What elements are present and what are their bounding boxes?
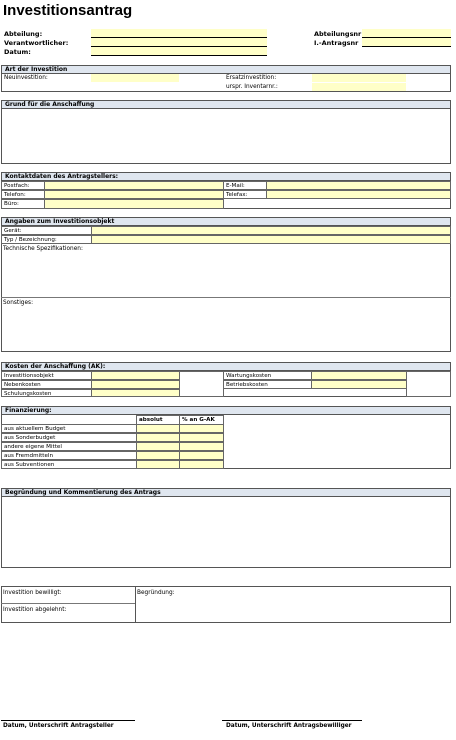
postfach-label: Postfach: — [1, 181, 45, 190]
nebenkosten-label: Nebenkosten — [1, 380, 92, 389]
buero-label: Büro: — [1, 199, 45, 209]
begruendung-header: Begründung und Kommentierung des Antrags — [2, 489, 450, 497]
typ-label: Typ / Bezeichnung: — [1, 235, 92, 244]
betriebskosten-field[interactable] — [311, 380, 407, 389]
kosten-header: Kosten der Anschaffung (AK): — [2, 363, 450, 371]
neuinvestition-label: Neuinvestition: — [4, 75, 48, 81]
buero-field[interactable] — [44, 199, 224, 209]
telefon-field[interactable] — [44, 190, 224, 199]
spezifikationen-area[interactable] — [2, 253, 450, 297]
fin-absolut-field[interactable] — [136, 451, 180, 460]
nebenkosten-field[interactable] — [91, 380, 180, 389]
wartungskosten-label: Wartungskosten — [223, 371, 312, 380]
email-label: E-Mail: — [223, 181, 267, 190]
objekt-header: Angaben zum Investitionsobjekt — [2, 218, 450, 226]
inventarnr-field[interactable] — [312, 83, 406, 91]
wartungskosten-field[interactable] — [311, 371, 407, 380]
fin-absolut-field[interactable] — [136, 424, 180, 433]
fin-row-label: aus Sonderbudget — [1, 433, 137, 442]
fin-absolut-field[interactable] — [136, 433, 180, 442]
schulungskosten-label: Schulungskosten — [1, 389, 92, 397]
fin-prozent-field[interactable] — [179, 433, 224, 442]
sonstiges-area[interactable] — [2, 307, 450, 351]
telefax-field[interactable] — [266, 190, 451, 199]
fin-prozent-field[interactable] — [179, 442, 224, 451]
postfach-field[interactable] — [44, 181, 224, 190]
telefon-label: Telefon: — [1, 190, 45, 199]
kosten-investitionsobjekt-label: Investitionsobjekt — [1, 371, 92, 380]
kontakt-header: Kontaktdaten des Antragstellers: — [2, 173, 450, 181]
geraet-label: Gerät: — [1, 226, 92, 235]
begruendung-section[interactable] — [1, 488, 451, 568]
fin-absolut-field[interactable] — [136, 460, 180, 469]
abteilungsnr-field[interactable] — [362, 29, 451, 38]
telefax-label: Telefax: — [223, 190, 267, 199]
fin-row-label: aus Subventionen — [1, 460, 137, 469]
schulungskosten-field[interactable] — [91, 389, 180, 397]
fin-row-label: andere eigene Mittel — [1, 442, 137, 451]
sonstiges-label: Sonstiges: — [3, 300, 34, 306]
typ-field[interactable] — [91, 235, 451, 244]
kosten-spacer — [179, 371, 224, 397]
ersatzinvestition-label: Ersatzinvestition: — [226, 75, 277, 81]
verantwortlicher-field[interactable] — [91, 38, 267, 47]
fin-prozent-field[interactable] — [179, 424, 224, 433]
abteilung-label: Abteilung: — [4, 30, 43, 38]
kosten-investitionsobjekt-field[interactable] — [91, 371, 180, 380]
entscheidung-begruendung-box[interactable] — [135, 586, 451, 623]
fin-absolut-field[interactable] — [136, 442, 180, 451]
datum-label: Datum: — [4, 48, 31, 56]
fin-row-label: aus Fremdmitteln — [1, 451, 137, 460]
fin-row-label: aus aktuellem Budget — [1, 424, 137, 433]
spezifikationen-label: Technische Spezifikationen: — [3, 246, 83, 252]
betriebskosten-label: Betriebskosten — [223, 380, 312, 389]
art-header: Art der Investition — [2, 66, 450, 74]
i-antragsnr-field[interactable] — [362, 38, 451, 47]
ersatzinvestition-field[interactable] — [312, 74, 406, 82]
datum-field[interactable] — [91, 47, 267, 56]
col-absolut: absolut — [136, 415, 180, 425]
fin-prozent-field[interactable] — [179, 451, 224, 460]
grund-header: Grund für die Anschaffung — [2, 101, 450, 109]
fin-prozent-field[interactable] — [179, 460, 224, 469]
signature-line-left — [1, 720, 135, 721]
page-title: Investitionsantrag — [3, 2, 133, 19]
inventarnr-label: urspr. Inventarnr.: — [226, 84, 278, 90]
finanzierung-header: Finanzierung: — [2, 407, 450, 415]
signature-label-right: Datum, Unterschrift Antragsbewilliger — [226, 723, 352, 729]
geraet-field[interactable] — [91, 226, 451, 235]
divider — [1, 603, 136, 604]
i-antragsnr-label: I.-Antragsnr — [314, 39, 359, 47]
bewilligt-label: Investition bewilligt: — [3, 590, 62, 596]
abgelehnt-label: Investition abgelehnt: — [3, 607, 67, 613]
col-prozent: % an G-AK — [179, 415, 224, 425]
entscheidung-begruendung-label: Begründung: — [137, 590, 175, 596]
email-field[interactable] — [266, 181, 451, 190]
abteilung-field[interactable] — [91, 29, 267, 38]
verantwortlicher-label: Verantwortlicher: — [4, 39, 69, 47]
signature-line-right — [222, 720, 362, 721]
signature-label-left: Datum, Unterschrift Antragsteller — [3, 723, 114, 729]
kosten-right-spacer — [406, 371, 451, 397]
neuinvestition-field[interactable] — [91, 74, 179, 82]
abteilungsnr-label: Abteilungsnr — [314, 30, 362, 38]
divider — [1, 297, 451, 298]
grund-section[interactable] — [1, 100, 451, 164]
